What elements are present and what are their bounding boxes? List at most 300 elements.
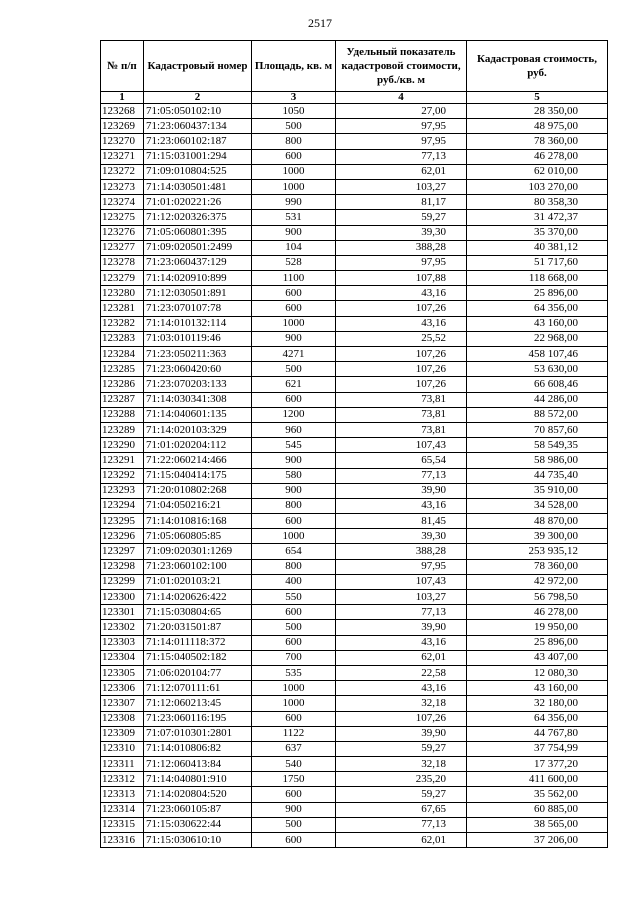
table-row: [101, 210, 608, 225]
cadastral-cost-cell: 51 717,60: [467, 255, 608, 270]
unit-value-cell: 107,88: [336, 271, 467, 286]
table-row: [101, 347, 608, 362]
area-cell: 960: [252, 422, 336, 437]
cadastral-cost-cell: 40 381,12: [467, 240, 608, 255]
cadastral-number-cell: 71:14:010816:168: [144, 514, 252, 529]
cadastral-cost-cell: 32 180,00: [467, 696, 608, 711]
area-cell: 1000: [252, 316, 336, 331]
cadastral-number-cell: 71:14:020626:422: [144, 590, 252, 605]
cadastral-number-cell: 71:23:070107:78: [144, 301, 252, 316]
unit-value-cell: 77,13: [336, 468, 467, 483]
cadastral-number-cell: 71:15:040414:175: [144, 468, 252, 483]
table-row: [101, 179, 608, 194]
cadastral-number-cell: 71:23:050211:363: [144, 347, 252, 362]
area-cell: 600: [252, 787, 336, 802]
row-number-cell: 123295: [101, 514, 144, 529]
unit-value-cell: 32,18: [336, 696, 467, 711]
row-number-cell: 123305: [101, 665, 144, 680]
cadastral-cost-cell: 66 608,46: [467, 377, 608, 392]
area-cell: 600: [252, 149, 336, 164]
table-body: [101, 104, 608, 848]
unit-value-cell: 39,30: [336, 225, 467, 240]
cadastral-cost-cell: 78 360,00: [467, 134, 608, 149]
unit-value-cell: 107,26: [336, 347, 467, 362]
cadastral-cost-cell: 17 377,20: [467, 757, 608, 772]
cadastral-value-table: [100, 40, 608, 848]
row-number-cell: 123293: [101, 483, 144, 498]
area-cell: 600: [252, 286, 336, 301]
unit-value-cell: 103,27: [336, 590, 467, 605]
row-number-cell: 123314: [101, 802, 144, 817]
cadastral-cost-cell: 31 472,37: [467, 210, 608, 225]
table-row: [101, 620, 608, 635]
cadastral-number-cell: 71:12:020326:375: [144, 210, 252, 225]
area-cell: 600: [252, 711, 336, 726]
area-cell: 1050: [252, 104, 336, 119]
cadastral-number-cell: 71:14:020910:899: [144, 271, 252, 286]
cadastral-cost-cell: 44 735,40: [467, 468, 608, 483]
table-row: [101, 316, 608, 331]
row-number-cell: 123274: [101, 195, 144, 210]
column-number: 5: [467, 92, 608, 104]
table-row: [101, 787, 608, 802]
header-area: Площадь, кв. м: [252, 41, 336, 92]
area-cell: 1000: [252, 164, 336, 179]
area-cell: 500: [252, 119, 336, 134]
area-cell: 550: [252, 590, 336, 605]
cadastral-number-cell: 71:05:060801:395: [144, 225, 252, 240]
row-number-cell: 123309: [101, 726, 144, 741]
unit-value-cell: 77,13: [336, 149, 467, 164]
cadastral-cost-cell: 44 286,00: [467, 392, 608, 407]
area-cell: 900: [252, 483, 336, 498]
column-number: 3: [252, 92, 336, 104]
cadastral-cost-cell: 43 160,00: [467, 681, 608, 696]
unit-value-cell: 107,26: [336, 362, 467, 377]
row-number-cell: 123273: [101, 179, 144, 194]
area-cell: 900: [252, 802, 336, 817]
row-number-cell: 123311: [101, 757, 144, 772]
cadastral-cost-cell: 34 528,00: [467, 498, 608, 513]
area-cell: 1200: [252, 407, 336, 422]
cadastral-number-cell: 71:09:020501:2499: [144, 240, 252, 255]
row-number-cell: 123292: [101, 468, 144, 483]
cadastral-number-cell: 71:14:040801:910: [144, 772, 252, 787]
cadastral-number-cell: 71:12:060413:84: [144, 757, 252, 772]
table-row: [101, 635, 608, 650]
area-cell: 500: [252, 362, 336, 377]
cadastral-number-cell: 71:09:020301:1269: [144, 544, 252, 559]
cadastral-cost-cell: 46 278,00: [467, 605, 608, 620]
cadastral-cost-cell: 39 300,00: [467, 529, 608, 544]
cadastral-cost-cell: 19 950,00: [467, 620, 608, 635]
area-cell: 600: [252, 605, 336, 620]
area-cell: 621: [252, 377, 336, 392]
row-number-cell: 123281: [101, 301, 144, 316]
cadastral-cost-cell: 37 206,00: [467, 833, 608, 848]
table-row: [101, 149, 608, 164]
cadastral-number-cell: 71:15:031001:294: [144, 149, 252, 164]
cadastral-number-cell: 71:14:040601:135: [144, 407, 252, 422]
row-number-cell: 123278: [101, 255, 144, 270]
table-row: [101, 514, 608, 529]
table-row: [101, 590, 608, 605]
row-number-cell: 123306: [101, 681, 144, 696]
table-row: [101, 271, 608, 286]
area-cell: 580: [252, 468, 336, 483]
cadastral-number-cell: 71:14:010806:82: [144, 741, 252, 756]
cadastral-number-cell: 71:12:070111:61: [144, 681, 252, 696]
table-row: [101, 574, 608, 589]
table-row: [101, 741, 608, 756]
unit-value-cell: 73,81: [336, 407, 467, 422]
row-number-cell: 123279: [101, 271, 144, 286]
cadastral-number-cell: 71:12:060213:45: [144, 696, 252, 711]
cadastral-cost-cell: 25 896,00: [467, 286, 608, 301]
cadastral-number-cell: 71:01:020204:112: [144, 438, 252, 453]
cadastral-number-cell: 71:14:020103:329: [144, 422, 252, 437]
area-cell: 4271: [252, 347, 336, 362]
table-row: [101, 802, 608, 817]
table-header-row: [101, 41, 608, 92]
table-row: [101, 422, 608, 437]
row-number-cell: 123299: [101, 574, 144, 589]
unit-value-cell: 77,13: [336, 817, 467, 832]
table-row: [101, 605, 608, 620]
cadastral-number-cell: 71:22:060214:466: [144, 453, 252, 468]
unit-value-cell: 107,43: [336, 574, 467, 589]
unit-value-cell: 81,17: [336, 195, 467, 210]
unit-value-cell: 39,30: [336, 529, 467, 544]
area-cell: 800: [252, 559, 336, 574]
area-cell: 500: [252, 817, 336, 832]
area-cell: 900: [252, 453, 336, 468]
area-cell: 545: [252, 438, 336, 453]
row-number-cell: 123270: [101, 134, 144, 149]
cadastral-number-cell: 71:09:010804:525: [144, 164, 252, 179]
table-row: [101, 225, 608, 240]
area-cell: 1122: [252, 726, 336, 741]
row-number-cell: 123294: [101, 498, 144, 513]
area-cell: 800: [252, 498, 336, 513]
column-number-row: [101, 92, 608, 104]
table-row: [101, 453, 608, 468]
table-row: [101, 468, 608, 483]
cadastral-cost-cell: 48 870,00: [467, 514, 608, 529]
cadastral-number-cell: 71:23:060437:134: [144, 119, 252, 134]
cadastral-cost-cell: 253 935,12: [467, 544, 608, 559]
row-number-cell: 123276: [101, 225, 144, 240]
table-row: [101, 240, 608, 255]
unit-value-cell: 59,27: [336, 210, 467, 225]
area-cell: 800: [252, 134, 336, 149]
area-cell: 1100: [252, 271, 336, 286]
header-unit-value: Удельный показатель кадастровой стоимости, руб./кв. м: [336, 41, 467, 92]
unit-value-cell: 81,45: [336, 514, 467, 529]
table-row: [101, 104, 608, 119]
unit-value-cell: 43,16: [336, 286, 467, 301]
cadastral-cost-cell: 42 972,00: [467, 574, 608, 589]
row-number-cell: 123277: [101, 240, 144, 255]
unit-value-cell: 39,90: [336, 483, 467, 498]
table-row: [101, 772, 608, 787]
cadastral-cost-cell: 35 910,00: [467, 483, 608, 498]
row-number-cell: 123308: [101, 711, 144, 726]
area-cell: 700: [252, 650, 336, 665]
unit-value-cell: 388,28: [336, 544, 467, 559]
row-number-cell: 123297: [101, 544, 144, 559]
cadastral-cost-cell: 58 549,35: [467, 438, 608, 453]
cadastral-number-cell: 71:14:030341:308: [144, 392, 252, 407]
unit-value-cell: 73,81: [336, 392, 467, 407]
cadastral-number-cell: 71:14:030501:481: [144, 179, 252, 194]
unit-value-cell: 43,16: [336, 681, 467, 696]
unit-value-cell: 77,13: [336, 605, 467, 620]
area-cell: 1000: [252, 681, 336, 696]
cadastral-number-cell: 71:15:030804:65: [144, 605, 252, 620]
cadastral-cost-cell: 46 278,00: [467, 149, 608, 164]
cadastral-cost-cell: 80 358,30: [467, 195, 608, 210]
unit-value-cell: 65,54: [336, 453, 467, 468]
unit-value-cell: 27,00: [336, 104, 467, 119]
cadastral-number-cell: 71:23:060102:100: [144, 559, 252, 574]
table-row: [101, 438, 608, 453]
table-row: [101, 726, 608, 741]
table-row: [101, 833, 608, 848]
unit-value-cell: 73,81: [336, 422, 467, 437]
cadastral-number-cell: 71:15:040502:182: [144, 650, 252, 665]
row-number-cell: 123271: [101, 149, 144, 164]
cadastral-number-cell: 71:23:060116:195: [144, 711, 252, 726]
area-cell: 540: [252, 757, 336, 772]
unit-value-cell: 43,16: [336, 635, 467, 650]
area-cell: 400: [252, 574, 336, 589]
row-number-cell: 123287: [101, 392, 144, 407]
cadastral-number-cell: 71:23:060437:129: [144, 255, 252, 270]
cadastral-cost-cell: 64 356,00: [467, 301, 608, 316]
row-number-cell: 123300: [101, 590, 144, 605]
row-number-cell: 123302: [101, 620, 144, 635]
cadastral-cost-cell: 25 896,00: [467, 635, 608, 650]
unit-value-cell: 39,90: [336, 726, 467, 741]
row-number-cell: 123313: [101, 787, 144, 802]
table-row: [101, 377, 608, 392]
row-number-cell: 123289: [101, 422, 144, 437]
cadastral-cost-cell: 60 885,00: [467, 802, 608, 817]
page-number: 2517: [308, 16, 332, 30]
cadastral-cost-cell: 56 798,50: [467, 590, 608, 605]
table-row: [101, 498, 608, 513]
unit-value-cell: 32,18: [336, 757, 467, 772]
row-number-cell: 123280: [101, 286, 144, 301]
area-cell: 900: [252, 225, 336, 240]
row-number-cell: 123290: [101, 438, 144, 453]
unit-value-cell: 388,28: [336, 240, 467, 255]
table-row: [101, 559, 608, 574]
cadastral-cost-cell: 35 562,00: [467, 787, 608, 802]
cadastral-number-cell: 71:15:030622:44: [144, 817, 252, 832]
row-number-cell: 123301: [101, 605, 144, 620]
row-number-cell: 123284: [101, 347, 144, 362]
table-row: [101, 665, 608, 680]
table-row: [101, 407, 608, 422]
row-number-cell: 123285: [101, 362, 144, 377]
cadastral-number-cell: 71:07:010301:2801: [144, 726, 252, 741]
cadastral-cost-cell: 70 857,60: [467, 422, 608, 437]
column-number: 2: [144, 92, 252, 104]
row-number-cell: 123291: [101, 453, 144, 468]
table-row: [101, 711, 608, 726]
cadastral-cost-cell: 48 975,00: [467, 119, 608, 134]
cadastral-cost-cell: 458 107,46: [467, 347, 608, 362]
cadastral-number-cell: 71:14:011118:372: [144, 635, 252, 650]
table-row: [101, 392, 608, 407]
table-row: [101, 757, 608, 772]
cadastral-cost-cell: 37 754,99: [467, 741, 608, 756]
cadastral-cost-cell: 28 350,00: [467, 104, 608, 119]
header-row-number: № п/п: [101, 41, 144, 92]
area-cell: 535: [252, 665, 336, 680]
header-cadastral-cost: Кадастровая стоимость, руб.: [467, 41, 608, 92]
unit-value-cell: 25,52: [336, 331, 467, 346]
unit-value-cell: 62,01: [336, 650, 467, 665]
row-number-cell: 123316: [101, 833, 144, 848]
row-number-cell: 123272: [101, 164, 144, 179]
cadastral-number-cell: 71:05:050102:10: [144, 104, 252, 119]
cadastral-cost-cell: 12 080,30: [467, 665, 608, 680]
cadastral-cost-cell: 62 010,00: [467, 164, 608, 179]
unit-value-cell: 59,27: [336, 741, 467, 756]
area-cell: 1750: [252, 772, 336, 787]
table-row: [101, 134, 608, 149]
cadastral-cost-cell: 64 356,00: [467, 711, 608, 726]
unit-value-cell: 59,27: [336, 787, 467, 802]
cadastral-number-cell: 71:23:070203:133: [144, 377, 252, 392]
table-row: [101, 483, 608, 498]
area-cell: 600: [252, 392, 336, 407]
unit-value-cell: 43,16: [336, 498, 467, 513]
cadastral-cost-cell: 78 360,00: [467, 559, 608, 574]
area-cell: 654: [252, 544, 336, 559]
area-cell: 1000: [252, 696, 336, 711]
cadastral-cost-cell: 58 986,00: [467, 453, 608, 468]
unit-value-cell: 235,20: [336, 772, 467, 787]
unit-value-cell: 97,95: [336, 119, 467, 134]
cadastral-number-cell: 71:23:060420:60: [144, 362, 252, 377]
area-cell: 990: [252, 195, 336, 210]
table-row: [101, 696, 608, 711]
cadastral-number-cell: 71:23:060105:87: [144, 802, 252, 817]
table-row: [101, 255, 608, 270]
cadastral-cost-cell: 411 600,00: [467, 772, 608, 787]
area-cell: 600: [252, 514, 336, 529]
column-number: 1: [101, 92, 144, 104]
cadastral-cost-cell: 43 407,00: [467, 650, 608, 665]
unit-value-cell: 43,16: [336, 316, 467, 331]
table-row: [101, 195, 608, 210]
cadastral-number-cell: 71:12:030501:891: [144, 286, 252, 301]
unit-value-cell: 97,95: [336, 255, 467, 270]
row-number-cell: 123283: [101, 331, 144, 346]
row-number-cell: 123307: [101, 696, 144, 711]
row-number-cell: 123275: [101, 210, 144, 225]
unit-value-cell: 107,26: [336, 711, 467, 726]
table-row: [101, 301, 608, 316]
cadastral-number-cell: 71:23:060102:187: [144, 134, 252, 149]
area-cell: 1000: [252, 179, 336, 194]
table-row: [101, 817, 608, 832]
area-cell: 104: [252, 240, 336, 255]
row-number-cell: 123296: [101, 529, 144, 544]
cadastral-number-cell: 71:06:020104:77: [144, 665, 252, 680]
table-row: [101, 529, 608, 544]
area-cell: 600: [252, 833, 336, 848]
cadastral-number-cell: 71:04:050216:21: [144, 498, 252, 513]
cadastral-cost-cell: 44 767,80: [467, 726, 608, 741]
unit-value-cell: 97,95: [336, 134, 467, 149]
table-row: [101, 650, 608, 665]
cadastral-cost-cell: 38 565,00: [467, 817, 608, 832]
row-number-cell: 123310: [101, 741, 144, 756]
row-number-cell: 123298: [101, 559, 144, 574]
unit-value-cell: 97,95: [336, 559, 467, 574]
unit-value-cell: 62,01: [336, 164, 467, 179]
table-row: [101, 164, 608, 179]
cadastral-number-cell: 71:01:020103:21: [144, 574, 252, 589]
cadastral-cost-cell: 103 270,00: [467, 179, 608, 194]
header-cadastral-number: Кадастровый номер: [144, 41, 252, 92]
cadastral-cost-cell: 118 668,00: [467, 271, 608, 286]
row-number-cell: 123268: [101, 104, 144, 119]
unit-value-cell: 39,90: [336, 620, 467, 635]
unit-value-cell: 67,65: [336, 802, 467, 817]
cadastral-number-cell: 71:01:020221:26: [144, 195, 252, 210]
cadastral-number-cell: 71:03:010119:46: [144, 331, 252, 346]
column-number: 4: [336, 92, 467, 104]
table-row: [101, 119, 608, 134]
cadastral-number-cell: 71:20:010802:268: [144, 483, 252, 498]
row-number-cell: 123282: [101, 316, 144, 331]
unit-value-cell: 107,26: [336, 301, 467, 316]
row-number-cell: 123286: [101, 377, 144, 392]
area-cell: 600: [252, 301, 336, 316]
table-row: [101, 544, 608, 559]
cadastral-number-cell: 71:14:010132:114: [144, 316, 252, 331]
row-number-cell: 123288: [101, 407, 144, 422]
cadastral-number-cell: 71:05:060805:85: [144, 529, 252, 544]
area-cell: 900: [252, 331, 336, 346]
unit-value-cell: 103,27: [336, 179, 467, 194]
area-cell: 531: [252, 210, 336, 225]
area-cell: 637: [252, 741, 336, 756]
cadastral-number-cell: 71:14:020804:520: [144, 787, 252, 802]
area-cell: 500: [252, 620, 336, 635]
table-row: [101, 362, 608, 377]
cadastral-cost-cell: 43 160,00: [467, 316, 608, 331]
cadastral-cost-cell: 22 968,00: [467, 331, 608, 346]
unit-value-cell: 22,58: [336, 665, 467, 680]
cadastral-cost-cell: 53 630,00: [467, 362, 608, 377]
unit-value-cell: 107,26: [336, 377, 467, 392]
table-row: [101, 681, 608, 696]
row-number-cell: 123312: [101, 772, 144, 787]
area-cell: 600: [252, 635, 336, 650]
table-row: [101, 286, 608, 301]
row-number-cell: 123304: [101, 650, 144, 665]
table-row: [101, 331, 608, 346]
row-number-cell: 123303: [101, 635, 144, 650]
cadastral-cost-cell: 35 370,00: [467, 225, 608, 240]
